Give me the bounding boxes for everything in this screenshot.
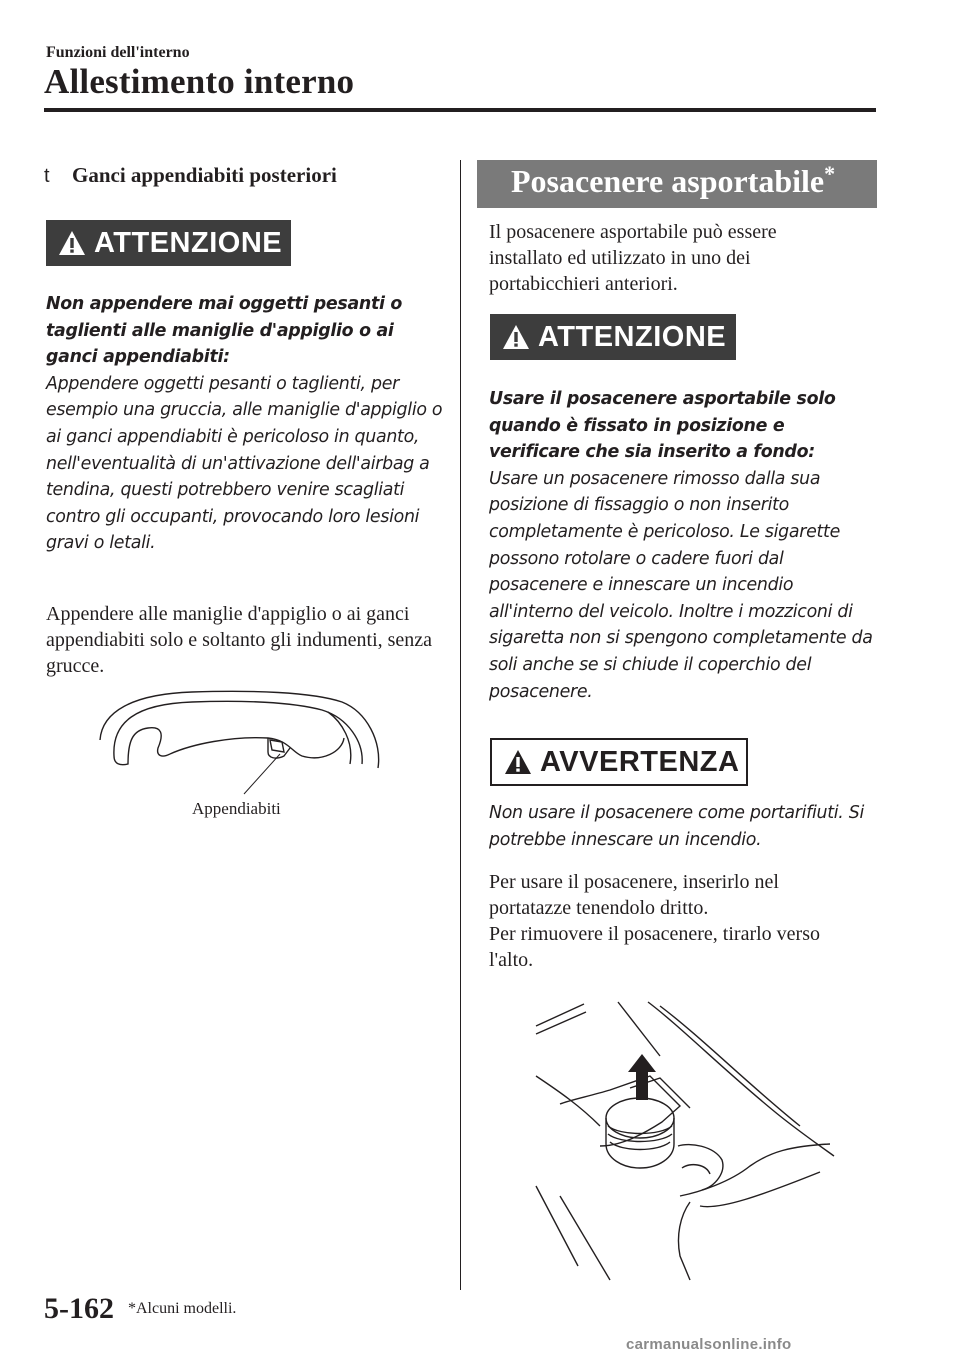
caution-label-box-2 [490,314,736,360]
usage-paragraph [489,869,849,973]
warning-text: Non usare il posacenere come portarifiuti. Si potrebbe innescare un incendio. [489,803,864,850]
warning-content [489,800,879,853]
warning-triangle-icon [502,324,530,350]
caution-content-2 [489,386,879,705]
watermark: carmanualsonline.info [626,1336,792,1353]
grab-handle-illustration [92,682,392,797]
caution-text: Usare un posacenere rimosso dalla sua posizione di fissaggio o non inserito completamente è pericoloso. Le sigarette possono rotolare o cadere fuori dal posacenere e innescare un incendio all'interno del veicolo. Inoltre i mozziconi di sigaretta non si spengono completamente da soli anche se si chiude il coperchio del posacenere. [489,468,873,702]
body-paragraph: Appendere alle maniglie d'appiglio o ai ganci appendiabiti solo e soltanto gli indumenti, senza grucce. [46,603,433,677]
section-banner [477,160,877,208]
page-title: Allestimento interno [44,62,355,101]
chapter-label: Funzioni dell'interno [46,44,190,61]
footnote: *Alcuni modelli. [128,1300,237,1317]
footnote-marker: * [824,161,836,186]
column-divider [460,160,461,1290]
warning-label-box [490,738,748,786]
warning-label: AVVERTENZA [540,745,740,778]
caution-label: ATTENZIONE [94,226,283,259]
header-divider [44,108,876,112]
caution-heading: Non appendere mai oggetti pesanti o taglienti alle maniglie d'appiglio o ai ganci appendiabiti: [46,294,403,368]
subsection-bullet: t [44,165,50,187]
intro-paragraph: Il posacenere asportabile può essere installato ed utilizzato in uno dei portabicchieri anteriori. [489,221,777,295]
caution-label-box [46,220,291,266]
warning-triangle-icon [504,749,532,775]
usage-insert-text: Per usare il posacenere, inserirlo nel portatazze tenendolo dritto. [489,871,779,919]
page-number: 5-162 [44,1292,114,1325]
warning-triangle-icon [58,230,86,256]
caution-label: ATTENZIONE [538,320,727,353]
section-title: Posacenere asportabile [511,163,825,199]
caution-heading: Usare il posacenere asportabile solo quando è fissato in posizione e verificare che sia inserito a fondo: [489,389,836,463]
ashtray-illustration [530,996,840,1282]
usage-remove-text: Per rimuovere il posacenere, tirarlo verso l'alto. [489,923,820,971]
subsection-title: Ganci appendiabiti posteriori [72,163,337,187]
caution-content [46,291,446,557]
figure-caption: Appendiabiti [192,799,281,818]
caution-text: Appendere oggetti pesanti o taglienti, per esempio una gruccia, alle maniglie d'appiglio o ai ganci appendiabiti è pericoloso in quanto, nell'eventualità di un'attivazione dell'airbag a tendina, questi potrebbero venire scagliati contro gli occupanti, provocando loro lesioni gravi o letali. [46,373,443,554]
